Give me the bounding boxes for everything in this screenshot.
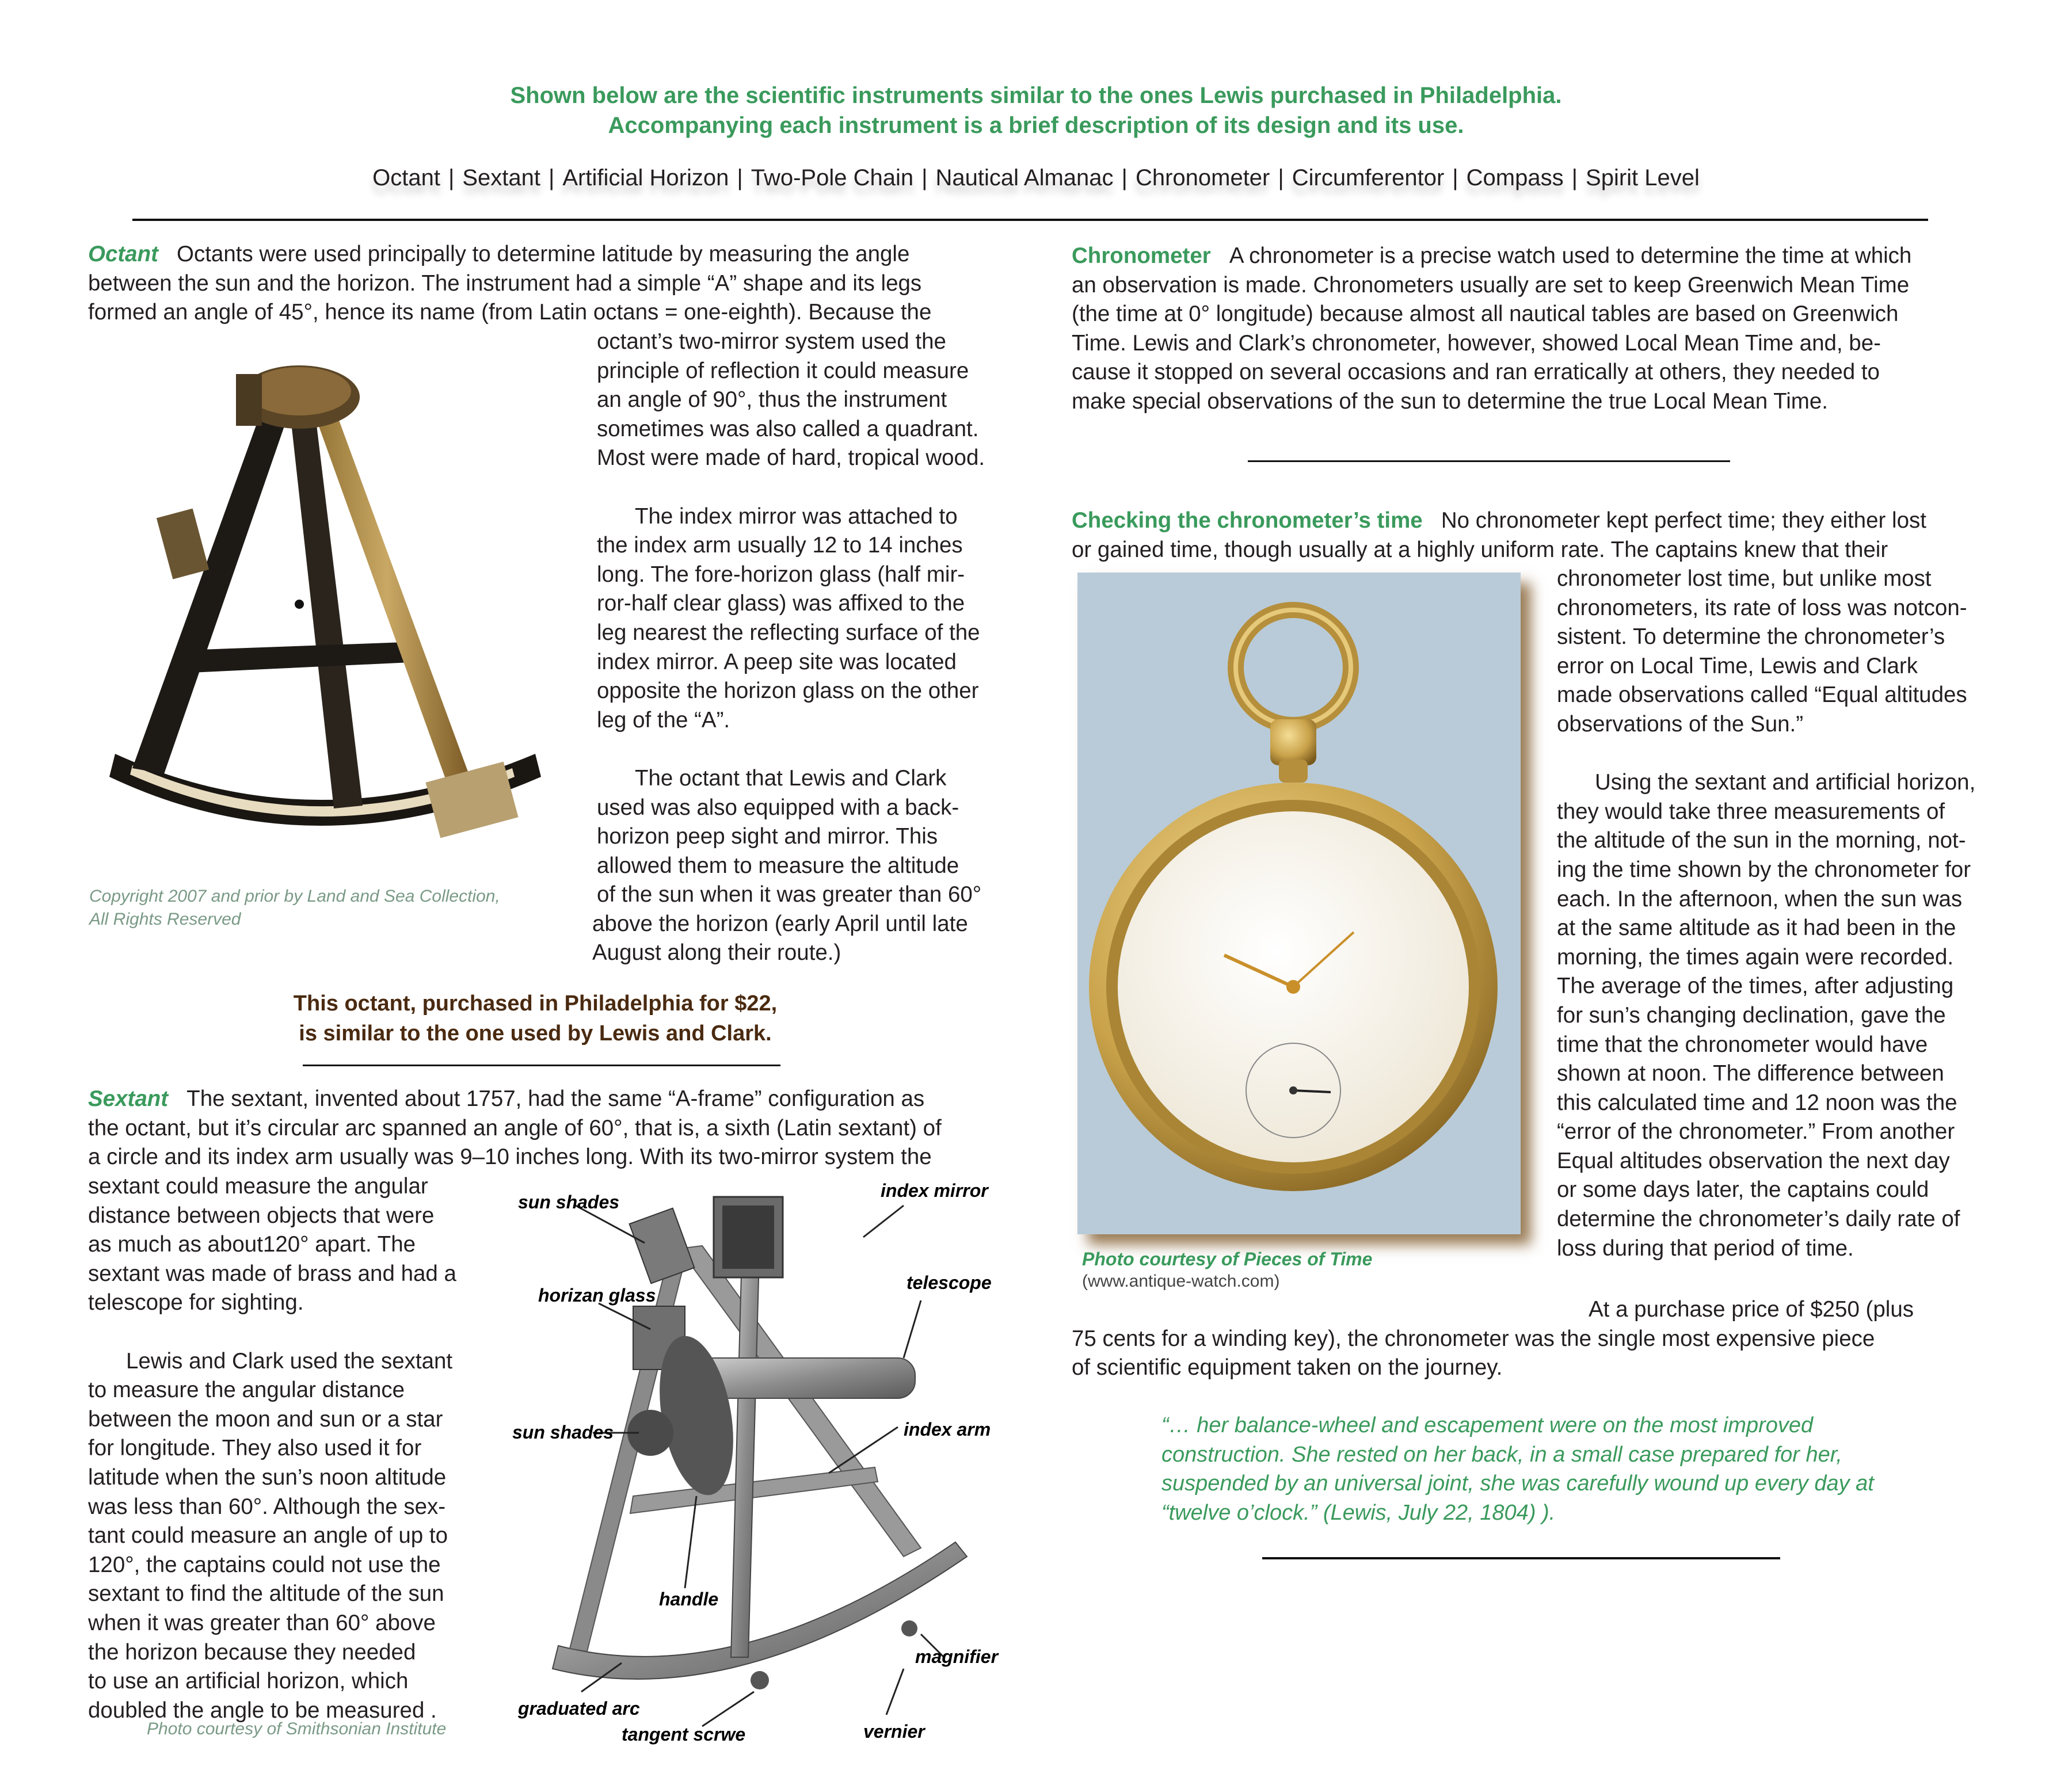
octant-right-column [592, 327, 1046, 968]
octant-text-line: octant’s two-mirror system used the [597, 329, 946, 354]
checking-text-line: for sun’s changing declination, gave the [1557, 1002, 1946, 1028]
label-handle: handle [659, 1589, 719, 1609]
octant-text-line: an angle of 90°, thus the instrument [597, 387, 947, 413]
octant-text-line: used was also equipped with a back- [597, 795, 959, 820]
checking-text-line: time that the chronometer would have [1557, 1032, 1928, 1057]
checking-text-line: shown at noon. The difference between [1557, 1061, 1944, 1086]
chronometer-text-line: cause it stopped on several occasions and ran erratically at others, they needed to [1072, 360, 1880, 385]
pocket-watch-image [1077, 573, 1521, 1234]
label-index-mirror: index mirror [881, 1180, 988, 1201]
price-line-1: At a purchase price of $250 (plus [1589, 1297, 1914, 1322]
chronometer-text-line: make special observations of the sun to determine the true Local Mean Time. [1072, 388, 1828, 414]
label-sun-shades-mid: sun shades [512, 1422, 614, 1443]
checking-text-line: Equal altitudes observation the next day [1557, 1148, 1950, 1173]
checking-text-line: morning, the times again were recorded. [1557, 944, 1954, 970]
sextant-text-line: sextant was made of brass and had a [88, 1261, 456, 1286]
octant-heading: Octant [88, 242, 158, 266]
octant-text-line: ror-half clear glass) was affixed to the [597, 591, 965, 616]
quote-line: “… her balance-wheel and escapement were on the most improved [1161, 1413, 1814, 1437]
nav-separator: | [448, 165, 455, 190]
label-telescope: telescope [907, 1272, 992, 1293]
nav-circumferentor[interactable]: Circumferentor [1292, 165, 1445, 190]
label-horizan-glass: horizan glass [538, 1285, 656, 1306]
checking-text-line: made observations called “Equal altitudes [1557, 682, 1967, 708]
sextant-intro-block [88, 1085, 1067, 1172]
quote-divider [1262, 1557, 1780, 1559]
chronometer-photo [1077, 573, 1521, 1234]
octant-text-line: Octants were used principally to determine latitude by measuring the angle [177, 242, 910, 266]
sextant-text-line: telescope for sighting. [88, 1290, 304, 1315]
octant-text-line: between the sun and the horizon. The instrument had a simple “A” shape and its legs [88, 270, 922, 296]
photo-url: (www.antique-watch.com) [1082, 1272, 1280, 1291]
octant-text-line: The octant that Lewis and Clark [635, 765, 947, 791]
octant-text-line: above the horizon (early April until late [592, 911, 968, 936]
sextant-text-line: as much as about120° apart. The [88, 1232, 416, 1257]
nav-separator: | [1571, 165, 1578, 190]
quote-line: suspended by an universal joint, she was carefully wound up every day at [1161, 1471, 1874, 1496]
chronometer-text-line: Time. Lewis and Clark’s chronometer, however, showed Local Mean Time and, be- [1072, 330, 1881, 356]
nav-separator: | [1452, 165, 1458, 190]
octant-image [98, 351, 558, 869]
sextant-text-line: The sextant, invented about 1757, had the same “A-frame” configuration as [186, 1086, 925, 1111]
checking-text-line: at the same altitude as it had been in the [1557, 915, 1956, 941]
quote-line: “twelve o’clock.” (Lewis, July 22, 1804) ). [1161, 1500, 1556, 1525]
sextant-text-line: to measure the angular distance [88, 1378, 405, 1403]
nav-sextant[interactable]: Sextant [462, 165, 540, 190]
octant-text-line: August along their route.) [592, 940, 841, 966]
checking-intro-block [1072, 506, 2021, 564]
octant-divider [303, 1065, 780, 1066]
sextant-text-line: when it was greater than 60° above [88, 1610, 436, 1635]
sextant-text-line: between the moon and sun or a star [88, 1406, 443, 1432]
label-magnifier: magnifier [915, 1646, 999, 1667]
checking-text-line: The average of the times, after adjusting [1557, 974, 1954, 999]
chronometer-heading: Chronometer [1072, 243, 1211, 268]
label-sun-shades-top: sun shades [518, 1192, 620, 1212]
checking-text-line: ing the time shown by the chronometer for [1557, 857, 1971, 882]
sextant-text-line: the octant, but it’s circular arc spanned an angle of 60°, that is, a sixth (Latin sextant) of [88, 1115, 942, 1140]
octant-text-line: of the sun when it was greater than 60° [597, 882, 982, 907]
chronometer-text-line: an observation is made. Chronometers usually are set to keep Greenwich Mean Time [1072, 272, 1910, 297]
sextant-text-line: sextant could measure the angular [88, 1174, 428, 1199]
checking-text-line: No chronometer kept perfect time; they either lost [1441, 508, 1926, 533]
octant-text-line: opposite the horizon glass on the other [597, 678, 979, 704]
sextant-text-line: Lewis and Clark used the sextant [126, 1348, 453, 1374]
chronometer-text-line: A chronometer is a precise watch used to determine the time at which [1229, 243, 1912, 268]
checking-text-line: each. In the afternoon, when the sun was [1557, 886, 1963, 911]
sextant-text-line: to use an artificial horizon, which [88, 1669, 409, 1694]
intro-line-2: Accompanying each instrument is a brief description of its design and its use. [608, 113, 1464, 138]
octant-caption-line-1: This octant, purchased in Philadelphia for $22, [293, 991, 778, 1016]
checking-text-line: or gained time, though usually at a highly uniform rate. The captains knew that their [1072, 537, 1888, 562]
checking-text-line: the altitude of the sun in the morning, not- [1557, 828, 1966, 853]
paragraph-gap [597, 735, 1046, 764]
sextant-heading: Sextant [88, 1086, 169, 1111]
sextant-text-line: a circle and its index arm usually was 9–10 inches long. With its two-mirror system the [88, 1145, 932, 1170]
nav-separator: | [1121, 165, 1128, 190]
octant-text-line: The index mirror was attached to [635, 503, 958, 529]
sextant-text-line: 120°, the captains could not use the [88, 1552, 441, 1577]
paragraph-gap [88, 1318, 502, 1347]
nav-octant[interactable]: Octant [372, 165, 440, 190]
octant-caption-line-2: is similar to the one used by Lewis and Clark. [299, 1021, 772, 1046]
checking-text-line: loss during that period of time. [1557, 1235, 1854, 1261]
checking-text-line: “error of the chronometer.” From another [1557, 1119, 1955, 1145]
chronometer-block [1072, 242, 2021, 417]
octant-text-line: Most were made of hard, tropical wood. [597, 445, 985, 471]
label-graduated-arc: graduated arc [518, 1698, 640, 1719]
octant-text-line: the index arm usually 12 to 14 inches [597, 533, 963, 558]
octant-text-line: principle of reflection it could measure [597, 358, 969, 383]
intro-line-1: Shown below are the scientific instruments similar to the ones Lewis purchased in Philadelphia. [510, 83, 1562, 108]
octant-text-line: leg of the “A”. [597, 707, 730, 733]
instrument-nav [0, 165, 2072, 191]
sextant-credit: Photo courtesy of Smithsonian Institute [147, 1719, 447, 1738]
checking-text-line: error on Local Time, Lewis and Clark [1557, 653, 1918, 678]
checking-text-line: or some days later, the captains could [1557, 1177, 1929, 1203]
sextant-image [506, 1174, 1036, 1749]
checking-text-line: determine the chronometer’s daily rate of [1557, 1207, 1960, 1232]
checking-text-line: sistent. To determine the chronometer’s [1557, 624, 1945, 650]
checking-text-line: this calculated time and 12 noon was the [1557, 1090, 1957, 1115]
octant-credit-line-2: All Rights Reserved [89, 910, 241, 929]
price-line-3: of scientific equipment taken on the journey. [1072, 1355, 1503, 1380]
nav-separator: | [921, 165, 928, 190]
octant-text-line: sometimes was also called a quadrant. [597, 416, 979, 441]
paragraph-gap [597, 473, 1046, 502]
nav-separator: | [1278, 165, 1284, 190]
paragraph-gap [1557, 739, 2052, 769]
sextant-text-line: sextant to find the altitude of the sun [88, 1581, 444, 1607]
sextant-left-column [88, 1172, 502, 1725]
chronometer-divider [1248, 460, 1730, 462]
checking-text-line: they would take three measurements of [1557, 799, 1945, 824]
sextant-text-line: for longitude. They also used it for [88, 1436, 422, 1461]
sextant-text-line: doubled the angle to be measured . [88, 1697, 437, 1723]
checking-heading: Checking the chronometer’s time [1072, 508, 1423, 533]
checking-text-line: chronometer lost time, but unlike most [1557, 566, 1932, 591]
checking-right-column [1557, 564, 2052, 1263]
checking-text-line: chronometers, its rate of loss was notcon- [1557, 595, 1967, 620]
octant-text-line: formed an angle of 45°, hence its name (from Latin octans = one-eighth). Because the [88, 300, 932, 325]
sextant-text-line: was less than 60°. Although the sex- [88, 1494, 446, 1519]
nav-artificial-horizon[interactable]: Artificial Horizon [562, 165, 729, 190]
chronometer-text-line: (the time at 0° longitude) because almost all nautical tables are based on Greenwich [1072, 302, 1899, 327]
label-index-arm: index arm [904, 1419, 991, 1440]
sextant-text-line: tant could measure an angle of up to [88, 1523, 448, 1548]
lewis-quote [1161, 1411, 2025, 1527]
octant-text-line: horizon peep sight and mirror. This [597, 824, 938, 849]
label-tangent-scrwe: tangent scrwe [622, 1724, 746, 1745]
photo-credit: Photo courtesy of Pieces of Time [1082, 1249, 1373, 1269]
nav-nautical-almanac[interactable]: Nautical Almanac [935, 165, 1114, 190]
nav-separator: | [548, 165, 555, 190]
octant-text-line: leg nearest the reflecting surface of the [597, 620, 980, 645]
nav-separator: | [737, 165, 743, 190]
octant-text-line: index mirror. A peep site was located [597, 649, 957, 674]
nav-chronometer[interactable]: Chronometer [1135, 165, 1270, 190]
nav-compass[interactable]: Compass [1466, 165, 1564, 190]
octant-intro-block [88, 240, 1032, 327]
octant-text-line: allowed them to measure the altitude [597, 853, 959, 878]
header-divider [132, 219, 1928, 221]
sextant-text-line: latitude when the sun’s noon altitude [88, 1464, 447, 1490]
octant-text-line: long. The fore-horizon glass (half mir- [597, 562, 965, 587]
nav-two-pole-chain[interactable]: Two-Pole Chain [751, 165, 914, 190]
price-line-2: 75 cents for a winding key), the chronometer was the single most expensive piece [1072, 1326, 1875, 1351]
label-vernier: vernier [863, 1721, 925, 1742]
nav-spirit-level[interactable]: Spirit Level [1586, 165, 1700, 190]
quote-line: construction. She rested on her back, in a small case prepared for her, [1161, 1442, 1842, 1467]
sextant-text-line: distance between objects that were [88, 1203, 435, 1228]
checking-text-line: Using the sextant and artificial horizon, [1595, 770, 1976, 795]
checking-text-line: observations of the Sun.” [1557, 711, 1804, 737]
sextant-text-line: the horizon because they needed [88, 1639, 416, 1665]
octant-credit-line-1: Copyright 2007 and prior by Land and Sea Collection, [89, 887, 500, 906]
